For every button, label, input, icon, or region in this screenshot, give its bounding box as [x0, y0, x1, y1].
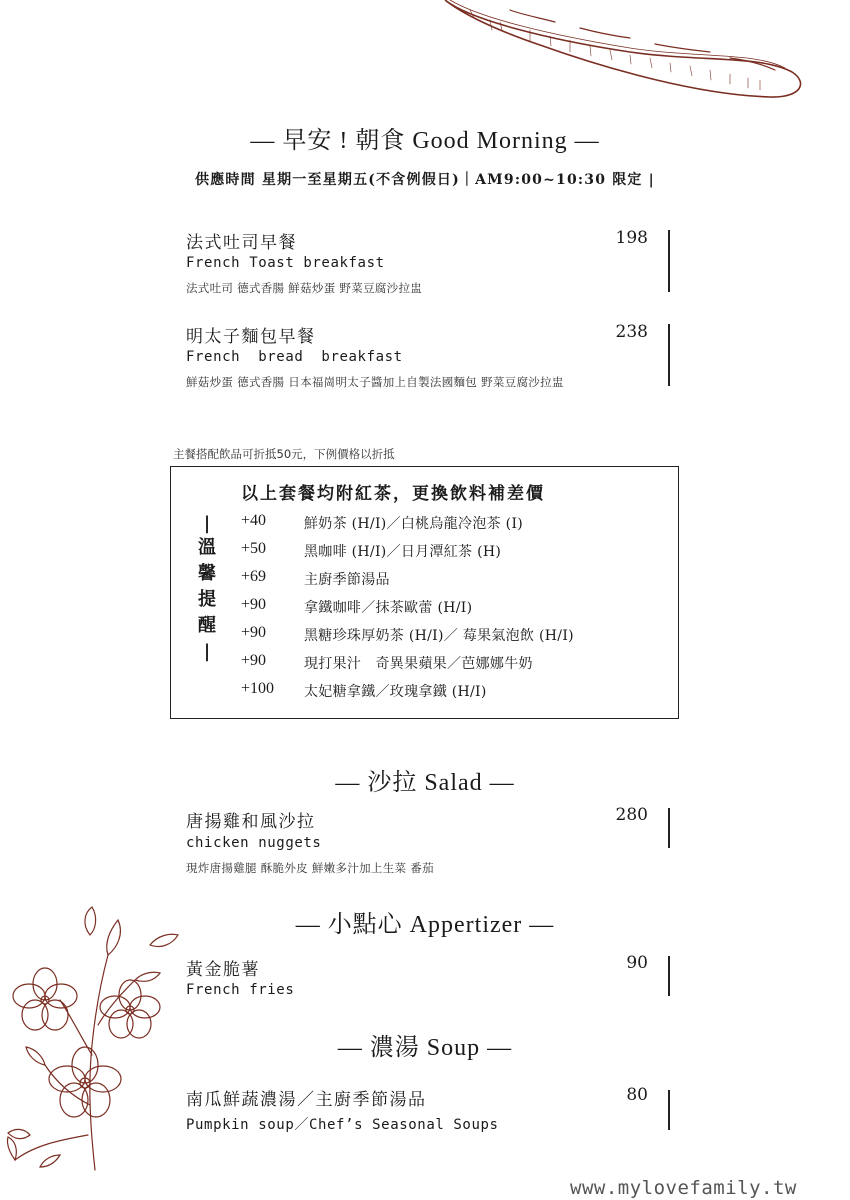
menu-item-name: 南瓜鮮蔬濃湯／主廚季節湯品 — [186, 1090, 427, 1110]
upgrade-drinks: 鮮奶茶 (H/I)／白桃烏龍冷泡茶 (I) — [304, 516, 524, 532]
menu-item-description: 法式吐司 德式香腸 鮮菇炒蛋 野菜豆腐沙拉盅 — [186, 281, 423, 295]
service-hours: 供應時間 星期一至星期五(不含例假日)｜AM9:00~10:30 限定 | — [195, 172, 655, 188]
reminder-side-label — [193, 515, 221, 667]
soup-section-title: — 濃湯 Soup — — [337, 1035, 513, 1061]
menu-item-english: chicken nuggets — [186, 835, 322, 851]
upgrade-price: +90 — [241, 624, 267, 641]
menu-item-description: 鮮菇炒蛋 德式香腸 日本福崗明太子醬加上自製法國麵包 野菜豆腐沙拉盅 — [186, 375, 564, 389]
upgrade-drinks: 黑咖啡 (H/I)／日月潭紅茶 (H) — [304, 544, 502, 560]
menu-item-description: 現炸唐揚雞腿 酥脆外皮 鮮嫩多汁加上生菜 番茄 — [186, 861, 434, 875]
baguette-illustration — [430, 0, 810, 105]
upgrade-price: +90 — [241, 596, 267, 613]
side-char: | — [203, 641, 211, 662]
menu-item-price: 238 — [615, 322, 648, 342]
menu-item-price: 90 — [626, 953, 648, 973]
menu-item-name: 明太子麵包早餐 — [186, 327, 316, 347]
flower-illustration — [0, 905, 200, 1175]
upgrade-price: +69 — [241, 568, 267, 585]
menu-item-english: French fries — [186, 982, 295, 998]
upgrade-price: +90 — [241, 652, 267, 669]
menu-item-price: 280 — [615, 805, 648, 825]
price-divider — [668, 808, 670, 848]
upgrade-drinks: 太妃糖拿鐵／玫瑰拿鐵 (H/I) — [304, 684, 487, 700]
upgrade-price: +50 — [241, 540, 267, 557]
menu-item-price: 198 — [615, 228, 648, 248]
upgrade-drinks: 主廚季節湯品 — [304, 572, 390, 588]
menu-item-english: French bread breakfast — [186, 349, 403, 365]
appetizer-section-title: — 小點心 Appertizer — — [295, 912, 555, 938]
drink-upgrade-title: 以上套餐均附紅茶，更換飲料補差價 — [241, 484, 545, 504]
menu-item-name: 唐揚雞和風沙拉 — [186, 812, 316, 832]
price-divider — [668, 956, 670, 996]
price-divider — [668, 1090, 670, 1130]
menu-item-english: French Toast breakfast — [186, 255, 385, 271]
side-char: 馨 — [198, 563, 216, 584]
upgrade-drinks: 黑糖珍珠厚奶茶 (H/I)／ 莓果氣泡飲 (H/I) — [304, 628, 574, 644]
menu-item-name: 法式吐司早餐 — [186, 233, 297, 253]
menu-item-name: 黃金脆薯 — [186, 960, 260, 980]
price-divider — [668, 324, 670, 386]
side-char: 溫 — [198, 537, 216, 558]
menu-item-price: 80 — [626, 1085, 648, 1105]
upgrade-drinks: 現打果汁 奇異果蘋果／芭娜娜牛奶 — [304, 656, 533, 672]
menu-item-english: Pumpkin soup／Chef’s Seasonal Soups — [186, 1117, 499, 1133]
drink-discount-note: 主餐搭配飲品可折抵50元，下例價格以折抵 — [173, 447, 395, 461]
salad-section-title: — 沙拉 Salad — — [335, 770, 515, 796]
breakfast-section-title: — 早安 ! 朝食 Good Morning — — [250, 128, 600, 154]
website-watermark: www.mylovefamily.tw — [570, 1177, 797, 1199]
side-char: | — [203, 513, 211, 534]
side-char: 醒 — [198, 615, 216, 636]
price-divider — [668, 230, 670, 292]
upgrade-drinks: 拿鐵咖啡／抹茶歐蕾 (H/I) — [304, 600, 473, 616]
side-char: 提 — [198, 589, 216, 610]
drink-upgrade-box — [170, 466, 679, 719]
upgrade-price: +100 — [241, 680, 275, 697]
upgrade-price: +40 — [241, 512, 267, 529]
